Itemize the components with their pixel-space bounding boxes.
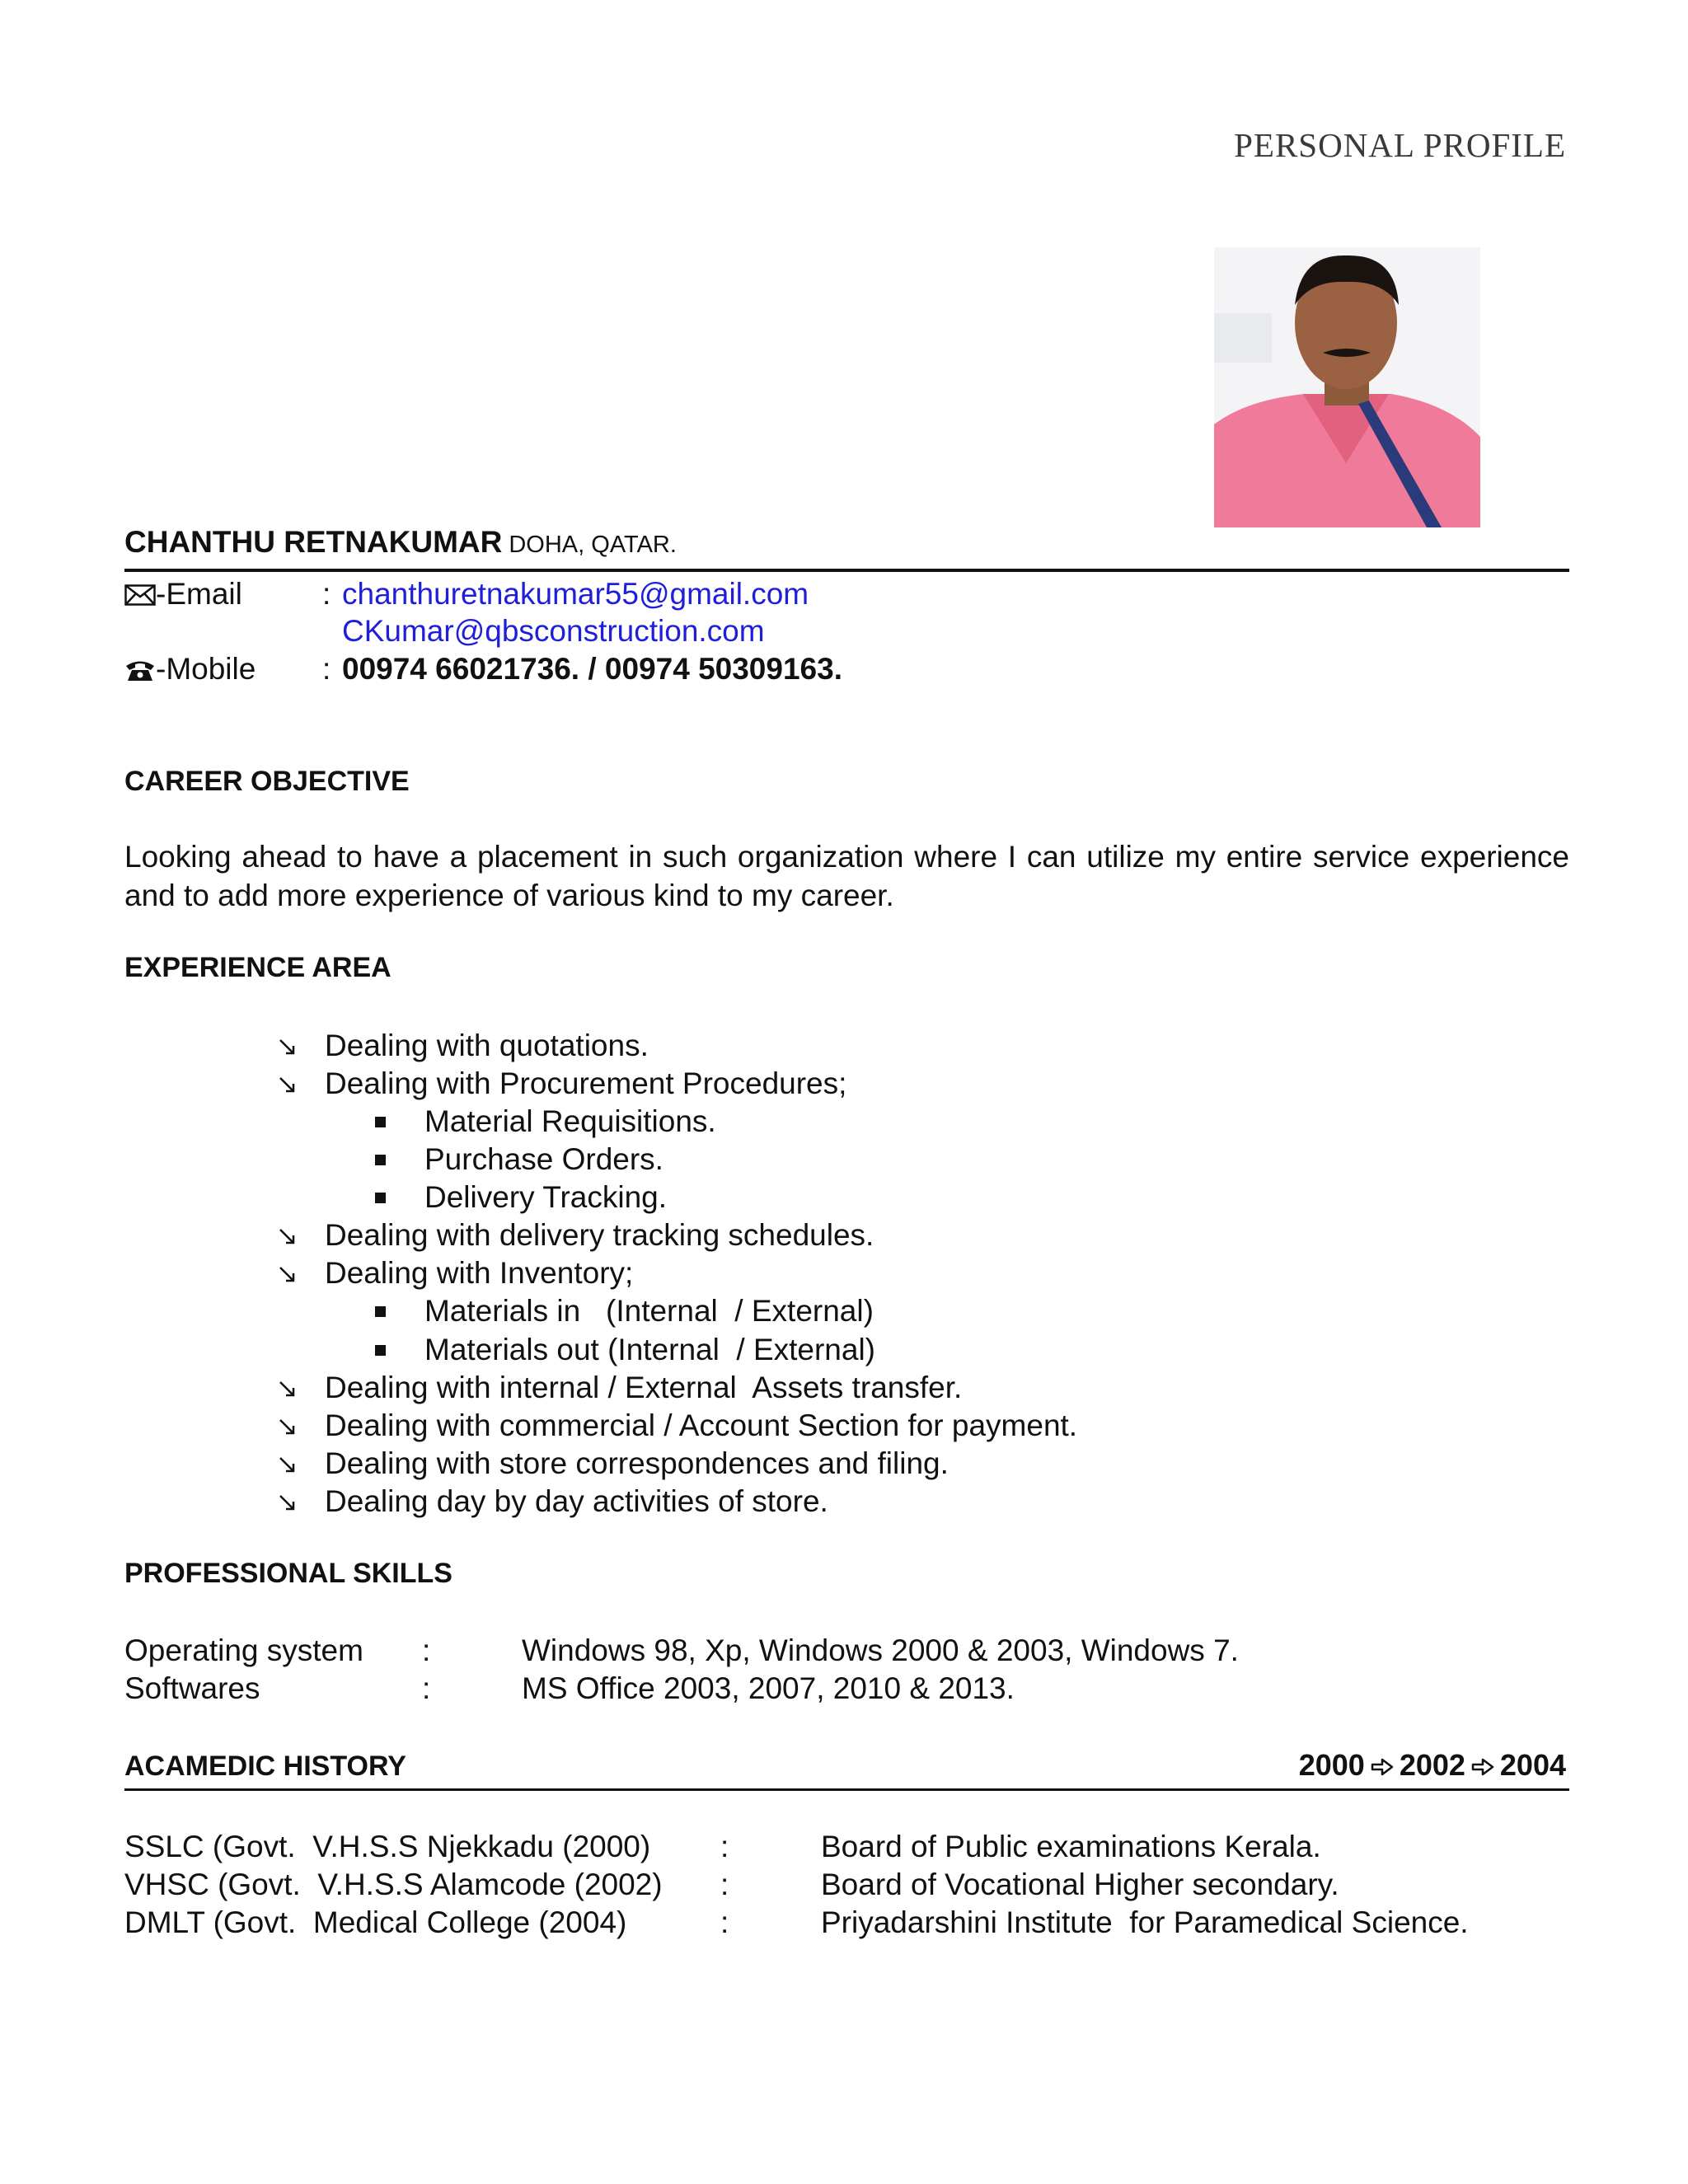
skill-sep: :: [422, 1633, 431, 1667]
sub-list-item: Material Requisitions.: [375, 1104, 716, 1139]
list-item: Dealing with quotations.: [277, 1029, 649, 1063]
email-sep: :: [322, 577, 331, 611]
experience-heading: EXPERIENCE AREA: [124, 952, 392, 983]
edu-board: Board of Vocational Higher secondary.: [821, 1868, 1339, 1901]
list-item: Dealing with delivery tracking schedules.: [277, 1218, 874, 1253]
email-label: -Email: [156, 577, 242, 611]
list-item: Dealing with Inventory;: [277, 1256, 633, 1291]
person-name: CHANTHU RETNAKUMAR: [124, 525, 503, 559]
sub-list-item: Materials in (Internal / External): [375, 1294, 874, 1329]
arrow-bullet-icon: [277, 1264, 298, 1286]
list-item: Dealing with Procurement Procedures;: [277, 1066, 846, 1101]
academic-years: [1299, 1748, 1566, 1783]
arrow-bullet-icon: [277, 1037, 298, 1058]
edu-board: Board of Public examinations Kerala.: [821, 1830, 1321, 1863]
email-label-row: [124, 577, 242, 612]
edu-course: SSLC (Govt. V.H.S.S Njekkadu (2000): [124, 1830, 651, 1863]
mobile-label-row: [124, 652, 256, 687]
person-location: DOHA, QATAR.: [509, 532, 677, 558]
edu-sep: :: [720, 1868, 729, 1901]
square-bullet-icon: [375, 1193, 386, 1203]
divider: [124, 569, 1569, 572]
edu-course: DMLT (Govt. Medical College (2004): [124, 1905, 627, 1939]
square-bullet-icon: [375, 1345, 386, 1356]
career-heading: CAREER OBJECTIVE: [124, 766, 410, 797]
edu-sep: :: [720, 1830, 729, 1863]
arrow-bullet-icon: [277, 1493, 298, 1514]
envelope-icon: [124, 584, 156, 606]
square-bullet-icon: [375, 1155, 386, 1165]
email-link-work[interactable]: CKumar@qbsconstruction.com: [342, 614, 765, 648]
divider: [124, 1788, 1569, 1791]
mobile-label: -Mobile: [156, 652, 256, 686]
academic-heading: ACAMEDIC HISTORY: [124, 1750, 406, 1782]
sub-list-item: Materials out (Internal / External): [375, 1333, 875, 1367]
arrow-bullet-icon: [277, 1455, 298, 1476]
sub-list-item: Purchase Orders.: [375, 1142, 663, 1177]
edu-course: VHSC (Govt. V.H.S.S Alamcode (2002): [124, 1868, 663, 1901]
arrow-bullet-icon: [277, 1379, 298, 1400]
list-item: Dealing day by day activities of store.: [277, 1484, 828, 1519]
profile-photo: [1214, 247, 1480, 527]
list-item: Dealing with internal / External Assets transfer.: [277, 1371, 962, 1405]
year-mid: 2002: [1399, 1748, 1465, 1782]
skill-value-software: MS Office 2003, 2007, 2010 & 2013.: [522, 1671, 1015, 1705]
name-line: [124, 525, 677, 560]
year-start: 2000: [1298, 1748, 1365, 1782]
square-bullet-icon: [375, 1306, 386, 1317]
skills-heading: PROFESSIONAL SKILLS: [124, 1558, 452, 1589]
arrow-bullet-icon: [277, 1226, 298, 1248]
sub-list-item: Delivery Tracking.: [375, 1180, 667, 1215]
edu-board: Priyadarshini Institute for Paramedical Science.: [821, 1905, 1469, 1939]
mobile-sep: :: [322, 652, 331, 686]
edu-sep: :: [720, 1905, 729, 1939]
square-bullet-icon: [375, 1117, 386, 1127]
email-link-primary[interactable]: chanthuretnakumar55@gmail.com: [342, 577, 809, 611]
list-item: Dealing with commercial / Account Section for payment.: [277, 1408, 1077, 1443]
career-text: Looking ahead to have a placement in such organization where I can utilize my entire service experience and to add more experience of various kind to my career.: [124, 840, 1569, 912]
skill-label-software: Softwares: [124, 1671, 260, 1705]
phone-icon: [124, 658, 156, 682]
page-title: PERSONAL PROFILE: [1234, 126, 1566, 164]
arrow-bullet-icon: [277, 1075, 298, 1096]
arrow-bullet-icon: [277, 1417, 298, 1438]
skill-sep: :: [422, 1671, 431, 1705]
list-item: Dealing with store correspondences and filing.: [277, 1446, 949, 1481]
skill-label-os: Operating system: [124, 1633, 363, 1667]
skill-value-os: Windows 98, Xp, Windows 2000 & 2003, Windows 7.: [522, 1633, 1239, 1667]
year-end: 2004: [1499, 1748, 1566, 1782]
mobile-number: 00974 66021736. / 00974 50309163.: [342, 652, 842, 686]
right-arrow-icon: [1470, 1757, 1495, 1777]
right-arrow-icon: [1370, 1757, 1395, 1777]
